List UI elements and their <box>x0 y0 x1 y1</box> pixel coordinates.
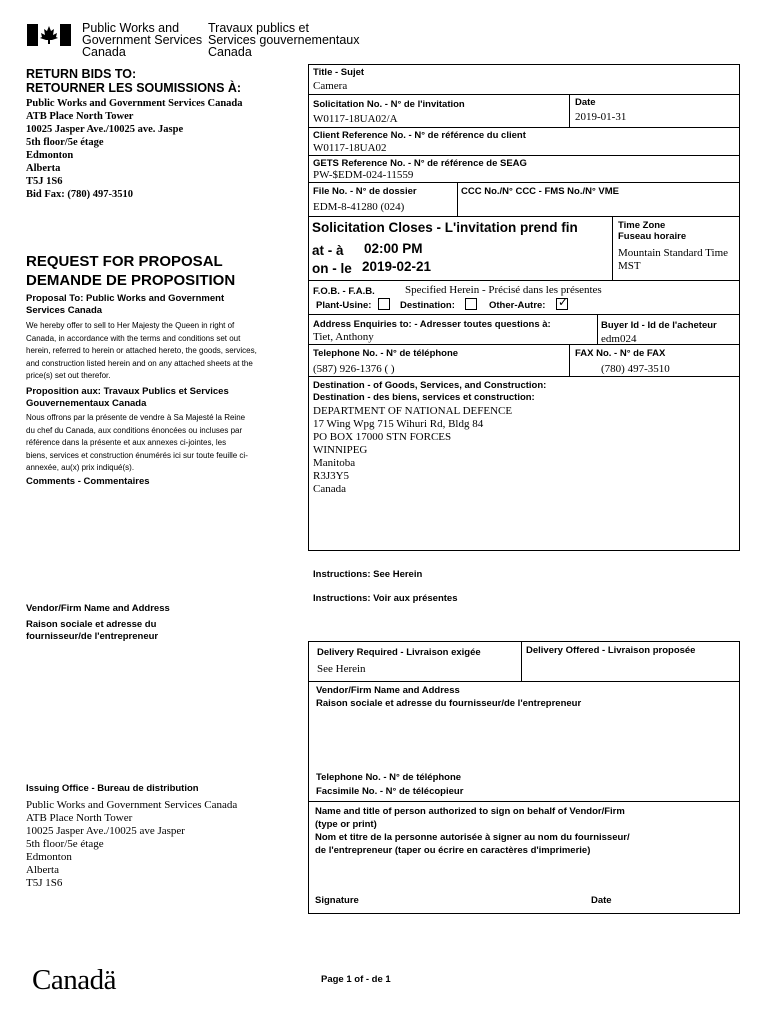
delivery-offered-label: Delivery Offered - Livraison proposée <box>526 645 696 656</box>
destination-checkbox[interactable] <box>465 298 477 310</box>
gets-ref-label: GETS Reference No. - N° de référence de SEAG <box>313 158 527 169</box>
phone-value: (587) 926-1376 ( ) <box>313 363 395 375</box>
signature-date-label: Date <box>591 895 612 906</box>
destination-goods-label-fr: Destination - des biens, services et construction: <box>313 392 535 403</box>
return-bids-en: RETURN BIDS TO: <box>26 67 137 81</box>
vendor-name-input[interactable] <box>316 714 734 766</box>
fax-value: (780) 497-3510 <box>601 363 670 375</box>
delivery-required-value: See Herein <box>317 663 366 675</box>
page-number: Page 1 of - de 1 <box>321 974 391 985</box>
ccc-no-label: CCC No./N° CCC - FMS No./N° VME <box>461 186 620 197</box>
file-no-value: EDM-8-41280 (024) <box>313 201 405 213</box>
timezone-value: Mountain Standard Time MST <box>618 247 729 272</box>
gov-name-fr: Travaux publics et Services gouvernementaux Canada <box>208 21 360 59</box>
client-ref-value: W0117-18UA02 <box>313 142 387 154</box>
destination-goods-label-en: Destination - of Goods, Services, and Construction: <box>313 380 547 391</box>
fob-label: F.O.B. - F.A.B. <box>313 286 375 297</box>
solicitation-closes-title: Solicitation Closes - L'invitation prend fin <box>312 220 578 235</box>
fax-label: FAX No. - N° de FAX <box>575 348 666 359</box>
rfp-title-fr: DEMANDE DE PROPOSITION <box>26 272 236 289</box>
buyer-id-value: edm024 <box>601 333 637 345</box>
return-address: Public Works and Government Services Canada ATB Place North Tower 10025 Jasper Ave./10025 ave. Jaspe 5th floor/5e étage Edmonton Alberta T5J 1S6 Bid Fax: (780) 497-3510 <box>26 98 243 200</box>
timezone-label-en: Time Zone <box>618 220 666 231</box>
return-bids-fr: RETOURNER LES SOUMISSIONS À: <box>26 81 242 95</box>
authorized-signer-text: Name and title of person authorized to sign on behalf of Vendor/Firm (type or print) Nom et titre de la personne autorisée à signer au nom du fournisseur/ de l'entrepreneur (taper ou écrire en caractères d'imprimerie) <box>315 806 630 856</box>
solicitation-value: W0117-18UA02/A <box>313 113 398 125</box>
vendor-fax-label: Facsimile No. - N° de télécopieur <box>316 786 464 797</box>
client-ref-label: Client Reference No. - N° de référence du client <box>313 130 526 141</box>
vendor-name-label-en: Vendor/Firm Name and Address <box>316 685 460 696</box>
rfp-title-en: REQUEST FOR PROPOSAL <box>26 253 223 270</box>
buyer-id-label: Buyer Id - Id de l'acheteur <box>601 320 717 331</box>
fob-value: Specified Herein - Précisé dans les présentes <box>405 284 602 296</box>
instructions-fr: Instructions: Voir aux présentes <box>313 593 458 604</box>
gets-ref-value: PW-$EDM-024-11559 <box>313 169 414 181</box>
title-label: Title - Sujet <box>313 67 365 78</box>
authorized-signer-input[interactable] <box>315 862 733 890</box>
title-value: Camera <box>313 80 348 92</box>
vendor-name-label-fr: Raison sociale et adresse du fournisseur/de l'entrepreneur <box>316 698 582 709</box>
delivery-required-label: Delivery Required - Livraison exigée <box>317 647 481 658</box>
gov-name-en: Public Works and Government Services Canada <box>82 21 203 59</box>
checkmark-icon: ✓ <box>558 295 569 309</box>
offer-text-en: We hereby offer to sell to Her Majesty the Queen in right of Canada, in accordance with the terms and conditions set out herein, referred to herein or attached hereto, the goods, services, and construction listed herein and on any attached sheets at the price(s) set out therefor. <box>26 321 257 380</box>
plant-usine-checkbox[interactable] <box>378 298 390 310</box>
file-no-label: File No. - N° de dossier <box>313 186 417 197</box>
maple-leaf-flag-icon <box>27 24 71 46</box>
on-label: on - le <box>312 261 352 276</box>
proposal-to-fr: Proposition aux: Travaux Publics et Services Gouvernementaux Canada <box>26 386 229 409</box>
issuing-address: Public Works and Government Services Canada ATB Place North Tower 10025 Jasper Ave./10025 ave Jasper 5th floor/5e étage Edmonton Alberta T5J 1S6 <box>26 799 238 889</box>
at-label: at - à <box>312 243 344 258</box>
plant-usine-label: Plant-Usine: <box>316 300 372 311</box>
date-label: Date <box>575 97 596 108</box>
other-autre-checkbox[interactable] <box>556 295 569 310</box>
address-enquiries-value: Tiet, Anthony <box>313 331 374 343</box>
closing-time: 02:00 PM <box>364 241 423 256</box>
closing-date: 2019-02-21 <box>362 259 432 274</box>
proposal-to-en: Proposal To: Public Works and Government Services Canada <box>26 293 225 316</box>
canada-flag-logo <box>27 24 71 46</box>
vendor-phone-label: Telephone No. - N° de téléphone <box>316 772 462 783</box>
address-enquiries-label: Address Enquiries to: - Adresser toutes questions à: <box>313 319 551 330</box>
offer-text-fr: Nous offrons par la présente de vendre à Sa Majesté la Reine du chef du Canada, aux conditions énoncées ou incluses par référence dans la présente et aux annexes ci-jointes, les biens, services et construction énumérés ici sur toute feuille ci-annexée, au(x) prix indiqué(s). <box>26 413 248 472</box>
issuing-office-label: Issuing Office - Bureau de distribution <box>26 783 199 794</box>
destination-label: Destination: <box>400 300 455 311</box>
signature-label: Signature <box>315 895 359 906</box>
vendor-label-fr: Raison sociale et adresse du fournisseur/de l'entrepreneur <box>26 619 159 642</box>
destination-address: DEPARTMENT OF NATIONAL DEFENCE 17 Wing Wpg 715 Wihuri Rd, Bldg 84 PO BOX 17000 STN FORCES WINNIPEG Manitoba R3J3Y5 Canada <box>313 405 513 495</box>
solicitation-label: Solicitation No. - N° de l'invitation <box>313 99 465 110</box>
timezone-label-fr: Fuseau horaire <box>618 231 687 242</box>
instructions-en: Instructions: See Herein <box>313 569 423 580</box>
date-value: 2019-01-31 <box>575 111 627 123</box>
other-autre-label: Other-Autre: <box>489 300 546 311</box>
phone-label: Telephone No. - N° de téléphone <box>313 348 459 359</box>
vendor-label-en: Vendor/Firm Name and Address <box>26 603 170 614</box>
canada-wordmark: Canadä <box>32 964 116 996</box>
comments-label: Comments - Commentaires <box>26 476 150 487</box>
